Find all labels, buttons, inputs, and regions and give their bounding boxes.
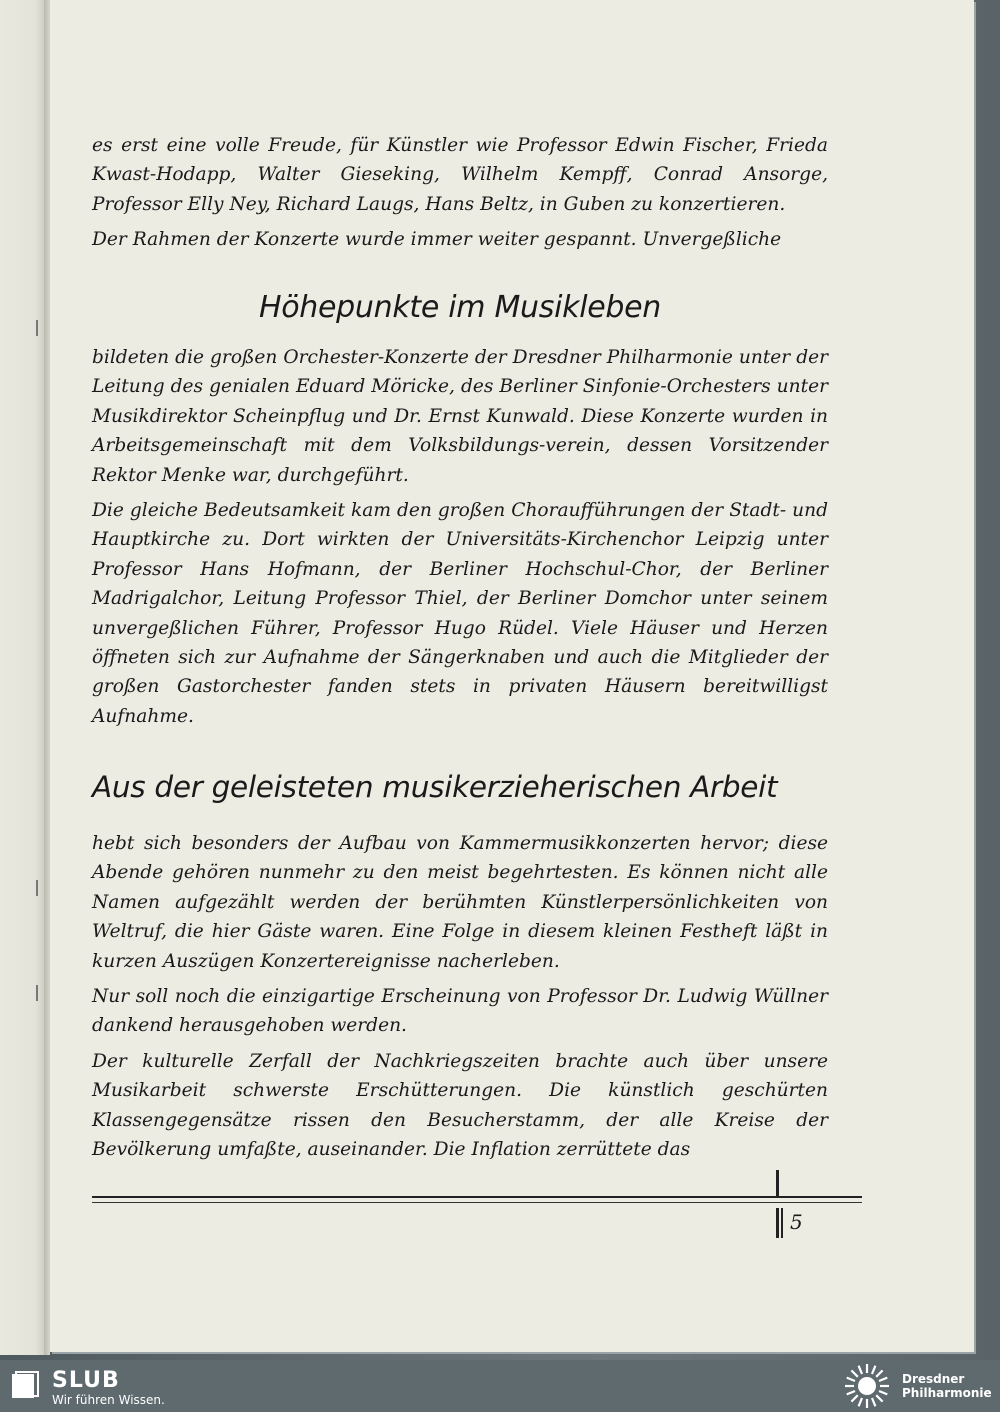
partner-line-1: Dresdner [902, 1372, 965, 1386]
section-heading-education: Aus der geleisteten musikerzieherischen Arbeit [92, 770, 778, 804]
partner-name[interactable] [902, 1372, 992, 1400]
slub-logo-icon[interactable] [10, 1370, 42, 1402]
viewer-footer [0, 1360, 1000, 1412]
margin-mark [36, 880, 38, 896]
facing-page-edge [0, 0, 44, 1355]
text-block-middle [92, 343, 828, 737]
section-heading-highlights: Höhepunkte im Musikleben [258, 290, 662, 325]
paragraph: bildeten die großen Orchester-Konzerte der Dresdner Philharmonie unter der Leitung des genialen Eduard Möricke, des Berliner Sinfonie-Orchesters unter Musikdirektor Scheinpflug und Dr. Ernst Kunwald. Diese Konzerte wurden in Arbeitsgemeinschaft mit dem Volksbildungs-verein, dessen Vorsitzender Rektor Menke war, durchgeführt. [92, 347, 828, 486]
paragraph: Der kulturelle Zerfall der Nachkriegszeiten brachte auch über unsere Musikarbeit schwerste Erschütterungen. Die künstlich geschürten Klassengegensätze rissen den Besucherstamm, der alle Kreise der Bevölkerung umfaßte, auseinander. Die Inflation zerrüttete das [92, 1050, 828, 1161]
library-name[interactable]: SLUB [52, 1368, 120, 1393]
text-block-bottom [92, 829, 828, 1170]
margin-mark [36, 320, 38, 336]
paragraph: es erst eine volle Freude, für Künstler wie Professor Edwin Fischer, Frieda Kwast-Hodapp, Walter Gieseking, Wilhelm Kempff, Conrad Ansorge, Professor Elly Ney, Richard Laugs, Hans Beltz, in Guben zu konzertieren. [92, 135, 828, 215]
margin-mark [36, 985, 38, 1001]
footer-rule-thin [92, 1202, 862, 1203]
partner-line-2: Philharmonie [902, 1386, 992, 1400]
paragraph: Nur soll noch die einzigartige Erscheinung von Professor Dr. Ludwig Wüllner dankend herausgehoben werden. [92, 986, 828, 1037]
text-block-top [92, 131, 828, 261]
paragraph: Die gleiche Bedeutsamkeit kam den großen Choraufführungen der Stadt- und Hauptkirche zu. Dort wirkten der Universitäts-Kirchenchor Leipzig unter Professor Hans Hofmann, der Berliner Hochschul-Chor, der Berliner Madrigalchor, Leitung Professor Thiel, der Berliner Domchor unter seinem unvergeßlichen Führer, Professor Hugo Rüdel. Viele Häuser und Herzen öffneten sich zur Aufnahme der Sängerknaben und auch die Mitglieder der großen Gastorchester fanden stets in privaten Häusern bereitwilligst Aufnahme. [92, 500, 828, 727]
paragraph: Der Rahmen der Konzerte wurde immer weiter gespannt. Unvergeßliche [92, 229, 782, 251]
paragraph: hebt sich besonders der Aufbau von Kammermusikkonzerten hervor; diese Abende gehören nunmehr zu den meist begehrtesten. Es können nicht alle Namen aufgezählt werden der berühmten Künstlerpersönlichkeiten von Weltruf, die hier Gäste waren. Eine Folge in diesem kleinen Festheft läßt in kurzen Auszügen Konzertereignisse nacherleben. [92, 833, 828, 972]
rule-ornament [781, 1208, 783, 1238]
page-number: 5 [790, 1210, 803, 1234]
library-tagline: Wir führen Wissen. [52, 1393, 165, 1407]
rule-ornament [776, 1170, 779, 1196]
footer-rule [92, 1196, 862, 1198]
philharmonie-logo-icon[interactable] [842, 1361, 892, 1411]
rule-ornament [776, 1208, 779, 1238]
